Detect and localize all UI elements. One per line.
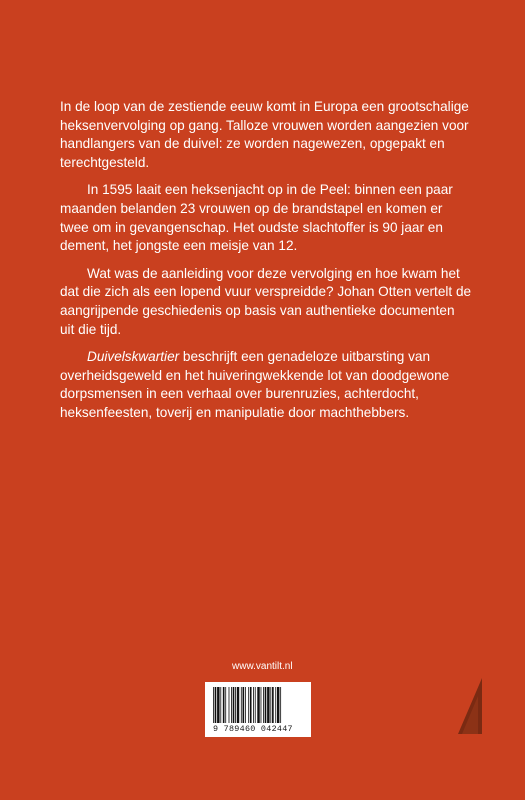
barcode-bar: [272, 687, 274, 723]
barcode-bar: [248, 687, 249, 723]
barcode-bar: [265, 687, 267, 723]
barcode-bar: [275, 687, 276, 723]
isbn-number: 9 789460 042447: [213, 724, 293, 734]
barcode-bar: [220, 687, 221, 723]
barcode-bar: [217, 687, 219, 723]
barcode-box: [205, 682, 311, 737]
barcode-bar: [237, 687, 239, 723]
back-cover-blurb: [60, 98, 472, 432]
publisher-logo-icon: [456, 676, 484, 736]
barcode-bar: [231, 687, 232, 723]
blurb-paragraph-4-text: beschrijft een genadeloze uitbarsting van overheidsgeweld en het huiveringwekkende lot van doodgewone dorpsmensen in een verhaal over burenruzies, achterdocht, heksenfeesten, toverij en manipulatie door machthebbers.: [60, 349, 450, 420]
barcode-bar: [255, 687, 256, 723]
barcode-bar: [235, 687, 236, 723]
barcode-icon: [213, 687, 305, 723]
barcode-bar: [215, 687, 217, 723]
book-title: Duivelskwartier: [87, 349, 180, 365]
barcode-bar: [277, 687, 279, 723]
barcode-bar: [229, 687, 230, 723]
barcode-bar: [250, 687, 252, 723]
barcode-bar: [263, 687, 264, 723]
barcode-bar: [267, 687, 269, 723]
barcode-bar: [225, 687, 226, 723]
barcode-bar: [270, 687, 271, 723]
barcode-bar: [233, 687, 235, 723]
blurb-paragraph-4: [60, 348, 472, 422]
barcode-bar: [213, 687, 214, 723]
barcode-bar: [223, 687, 225, 723]
blurb-paragraph-1: In de loop van de zestiende eeuw komt in Europa een grootschalige heksenvervolging op gang. Talloze vrouwen worden aangezien voor handlangers van de duivel: ze worden nagewezen, opgepakt en terechtgesteld.: [60, 99, 469, 170]
publisher-website[interactable]: www.vantilt.nl: [232, 661, 293, 672]
blurb-paragraph-2: In 1595 laait een heksenjacht op in de Peel: binnen een paar maanden belanden 23 vrouwen op de brandstapel en komen er twee om in gevangenschap. Het oudste slachtoffer is 90 jaar en dement, het jongste een meisje van 12.: [60, 182, 453, 254]
barcode-bar: [245, 687, 246, 723]
barcode-bar: [261, 687, 262, 723]
barcode-bar: [253, 687, 254, 723]
barcode-bar: [243, 687, 245, 723]
barcode-bar: [257, 687, 259, 723]
barcode-bar: [241, 687, 242, 723]
barcode-bar: [280, 687, 281, 723]
blurb-paragraph-3: Wat was de aanleiding voor deze vervolging en hoe kwam het dat die zich als een lopend vuur verspreidde? Johan Otten vertelt de aangrijpende geschiedenis op basis van authentieke documenten uit die tijd.: [60, 265, 472, 337]
